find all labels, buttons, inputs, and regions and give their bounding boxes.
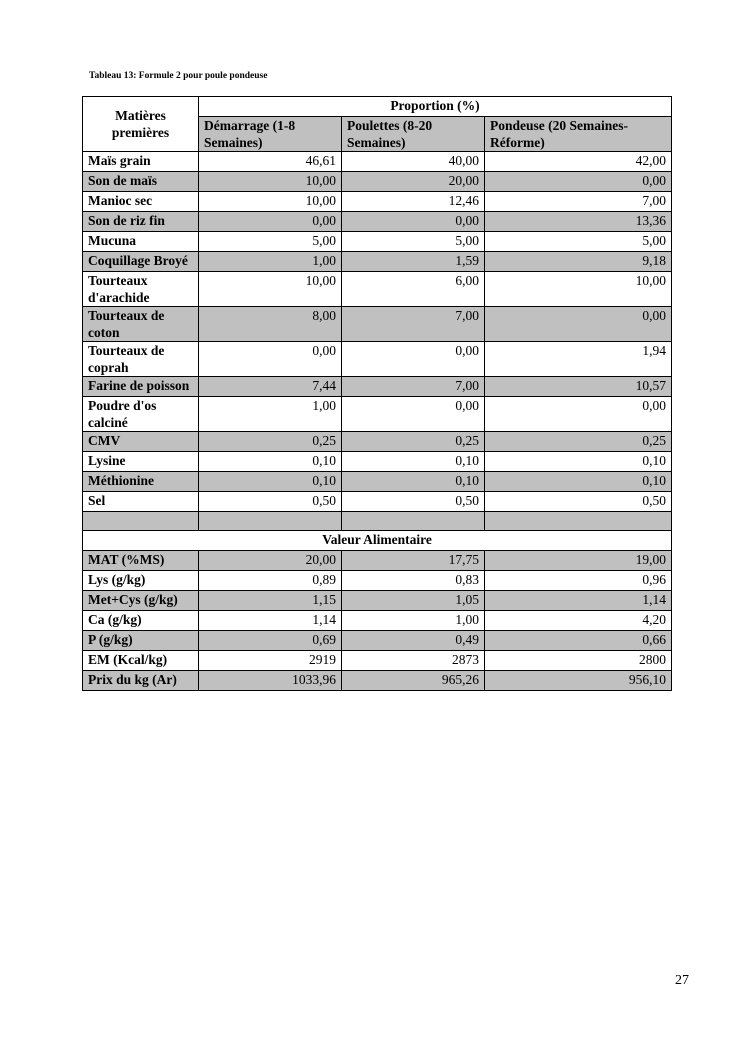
value-cell: 17,75 xyxy=(342,551,485,571)
value-cell: 0,00 xyxy=(342,342,485,377)
blank-cell xyxy=(199,512,342,531)
table-caption: Tableau 13: Formule 2 pour poule pondeuse xyxy=(89,71,268,81)
nutrition-body xyxy=(83,551,672,691)
nutrition-row xyxy=(83,651,672,671)
row-label: Méthionine xyxy=(83,472,199,492)
value-cell: 0,10 xyxy=(485,452,672,472)
ingredient-row xyxy=(83,232,672,252)
value-cell: 1,05 xyxy=(342,591,485,611)
value-cell: 0,00 xyxy=(485,397,672,432)
row-label: Coquillage Broyé xyxy=(83,252,199,272)
value-cell: 0,25 xyxy=(342,432,485,452)
ingredient-row xyxy=(83,397,672,432)
value-cell: 1,14 xyxy=(485,591,672,611)
value-cell: 13,36 xyxy=(485,212,672,232)
row-label: Tourteaux de coton xyxy=(83,307,199,342)
value-cell: 0,10 xyxy=(342,452,485,472)
value-cell: 0,66 xyxy=(485,631,672,651)
blank-cell xyxy=(485,512,672,531)
value-cell: 4,20 xyxy=(485,611,672,631)
ingredient-row xyxy=(83,152,672,172)
value-cell: 0,96 xyxy=(485,571,672,591)
ingredient-row xyxy=(83,432,672,452)
nutrition-row xyxy=(83,591,672,611)
value-cell: 0,00 xyxy=(199,212,342,232)
value-cell: 6,00 xyxy=(342,272,485,307)
blank-cell xyxy=(83,512,199,531)
value-cell: 0,00 xyxy=(485,307,672,342)
header-proportion: Proportion (%) xyxy=(199,97,672,117)
nutrition-row xyxy=(83,631,672,651)
row-label: Met+Cys (g/kg) xyxy=(83,591,199,611)
row-label: Farine de poisson xyxy=(83,377,199,397)
ingredient-row xyxy=(83,192,672,212)
ingredient-row xyxy=(83,472,672,492)
ingredient-row xyxy=(83,172,672,192)
value-cell: 0,50 xyxy=(342,492,485,512)
value-cell: 10,00 xyxy=(199,192,342,212)
row-label: Lysine xyxy=(83,452,199,472)
blank-row xyxy=(83,512,672,531)
value-cell: 0,83 xyxy=(342,571,485,591)
ingredient-row xyxy=(83,212,672,232)
value-cell: 8,00 xyxy=(199,307,342,342)
ingredient-row xyxy=(83,342,672,377)
value-cell: 0,50 xyxy=(199,492,342,512)
value-cell: 0,10 xyxy=(485,472,672,492)
value-cell: 1,00 xyxy=(199,397,342,432)
value-cell: 7,00 xyxy=(485,192,672,212)
value-cell: 7,00 xyxy=(342,307,485,342)
value-cell: 1,00 xyxy=(199,252,342,272)
ingredient-row xyxy=(83,272,672,307)
row-label: Son de riz fin xyxy=(83,212,199,232)
value-cell: 7,00 xyxy=(342,377,485,397)
formula-table xyxy=(82,96,672,691)
row-label: Mucuna xyxy=(83,232,199,252)
value-cell: 965,26 xyxy=(342,671,485,691)
value-cell: 5,00 xyxy=(199,232,342,252)
value-cell: 0,89 xyxy=(199,571,342,591)
row-label: Lys (g/kg) xyxy=(83,571,199,591)
ingredient-row xyxy=(83,307,672,342)
value-cell: 1,59 xyxy=(342,252,485,272)
row-label: Ca (g/kg) xyxy=(83,611,199,631)
value-cell: 10,00 xyxy=(199,272,342,307)
value-cell: 0,00 xyxy=(199,342,342,377)
nutrition-row xyxy=(83,571,672,591)
row-label: Son de maïs xyxy=(83,172,199,192)
value-cell: 46,61 xyxy=(199,152,342,172)
value-cell: 40,00 xyxy=(342,152,485,172)
nutrition-row xyxy=(83,671,672,691)
value-cell: 19,00 xyxy=(485,551,672,571)
value-cell: 0,00 xyxy=(342,397,485,432)
value-cell: 10,57 xyxy=(485,377,672,397)
value-cell: 0,50 xyxy=(485,492,672,512)
row-label: P (g/kg) xyxy=(83,631,199,651)
value-cell: 42,00 xyxy=(485,152,672,172)
value-cell: 0,00 xyxy=(342,212,485,232)
value-cell: 7,44 xyxy=(199,377,342,397)
nutrition-row xyxy=(83,551,672,571)
header-pondeuse: Pondeuse (20 Semaines-Réforme) xyxy=(485,117,672,152)
value-cell: 0,10 xyxy=(342,472,485,492)
row-label: Poudre d'os calciné xyxy=(83,397,199,432)
nutrition-row xyxy=(83,611,672,631)
section-valeur-alimentaire: Valeur Alimentaire xyxy=(83,531,672,551)
value-cell: 20,00 xyxy=(342,172,485,192)
value-cell: 9,18 xyxy=(485,252,672,272)
value-cell: 10,00 xyxy=(199,172,342,192)
row-label: Maïs grain xyxy=(83,152,199,172)
value-cell: 5,00 xyxy=(485,232,672,252)
row-label: Tourteaux de coprah xyxy=(83,342,199,377)
value-cell: 12,46 xyxy=(342,192,485,212)
row-label: MAT (%MS) xyxy=(83,551,199,571)
row-label: Prix du kg (Ar) xyxy=(83,671,199,691)
row-label: Manioc sec xyxy=(83,192,199,212)
row-label: Sel xyxy=(83,492,199,512)
ingredient-row xyxy=(83,452,672,472)
page-number: 27 xyxy=(675,973,689,988)
value-cell: 0,25 xyxy=(485,432,672,452)
value-cell: 10,00 xyxy=(485,272,672,307)
value-cell: 2800 xyxy=(485,651,672,671)
ingredients-body xyxy=(83,152,672,512)
value-cell: 2919 xyxy=(199,651,342,671)
ingredient-row xyxy=(83,377,672,397)
blank-cell xyxy=(342,512,485,531)
value-cell: 0,10 xyxy=(199,472,342,492)
value-cell: 0,49 xyxy=(342,631,485,651)
ingredient-row xyxy=(83,492,672,512)
value-cell: 0,25 xyxy=(199,432,342,452)
value-cell: 0,00 xyxy=(485,172,672,192)
value-cell: 1033,96 xyxy=(199,671,342,691)
header-demarrage: Démarrage (1-8 Semaines) xyxy=(199,117,342,152)
row-label: Tourteaux d'arachide xyxy=(83,272,199,307)
value-cell: 1,00 xyxy=(342,611,485,631)
value-cell: 0,69 xyxy=(199,631,342,651)
value-cell: 1,15 xyxy=(199,591,342,611)
value-cell: 5,00 xyxy=(342,232,485,252)
value-cell: 956,10 xyxy=(485,671,672,691)
row-label: EM (Kcal/kg) xyxy=(83,651,199,671)
header-matieres: Matières premières xyxy=(83,97,199,152)
header-poulettes: Poulettes (8-20 Semaines) xyxy=(342,117,485,152)
value-cell: 20,00 xyxy=(199,551,342,571)
ingredient-row xyxy=(83,252,672,272)
value-cell: 2873 xyxy=(342,651,485,671)
value-cell: 1,94 xyxy=(485,342,672,377)
value-cell: 0,10 xyxy=(199,452,342,472)
row-label: CMV xyxy=(83,432,199,452)
value-cell: 1,14 xyxy=(199,611,342,631)
